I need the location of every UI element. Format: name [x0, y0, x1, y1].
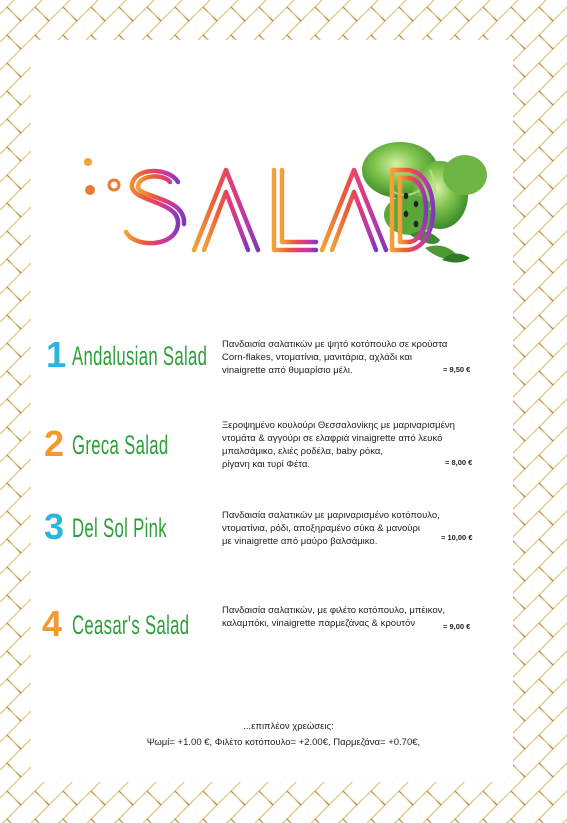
item-number: 3	[44, 506, 65, 547]
item-number: 1	[46, 334, 67, 375]
extras-heading: ...επιπλέον χρεώσεις:	[243, 721, 334, 732]
item-description: Πανδαισία σαλατικών με ψητό κοτόπουλο σε κρούστα Corn-flakes, ντοματίνια, μανιτάρια, αχλάδι και vinaigrette από θυμαρίσιο μέλι.	[222, 339, 448, 376]
extras-line: Ψωμί= +1.00 €, Φιλέτο κοτόπουλο= +2.00€, Παρμεζάνα= +0.70€,	[146, 737, 421, 748]
salad-title-logo	[70, 140, 500, 275]
item-description: Ξεροψημένο κουλούρι Θεσσαλονίκης με μαριναρισμένη ντομάτα & αγγούρι σε ελαφριά vinaigrette από λευκό μπαλσάμικο, ελιές ροδέλα, baby ρόκα, ρίγανη και τυρί Φέτα.	[222, 420, 455, 470]
extra-charges	[0, 720, 567, 750]
item-name: Greca Salad	[72, 430, 169, 460]
item-price: = 9,50 €	[443, 365, 471, 374]
item-name: Andalusian Salad	[72, 341, 208, 371]
item-description: Πανδαισία σαλατικών, με φιλέτο κοτόπουλο, μπέικον, καλαμπόκι, vinaigrette παρμεζάνας & κρουτόν	[222, 605, 446, 629]
item-price: = 10,00 €	[441, 533, 473, 542]
item-description: Πανδαισία σαλατικών με μαριναρισμένο κοτόπουλο, ντοματίνια, ρόδι, αποξηραμένο σύκα & μανούρι με vinaigrette από μαύρο βαλσάμικο.	[222, 510, 440, 547]
item-number: 4	[42, 603, 63, 644]
item-price: = 8,00 €	[445, 458, 473, 467]
item-price: = 9,00 €	[443, 622, 471, 631]
item-name: Ceasar's Salad	[72, 610, 190, 640]
item-name: Del Sol Pink	[72, 513, 167, 543]
item-number: 2	[44, 423, 65, 464]
